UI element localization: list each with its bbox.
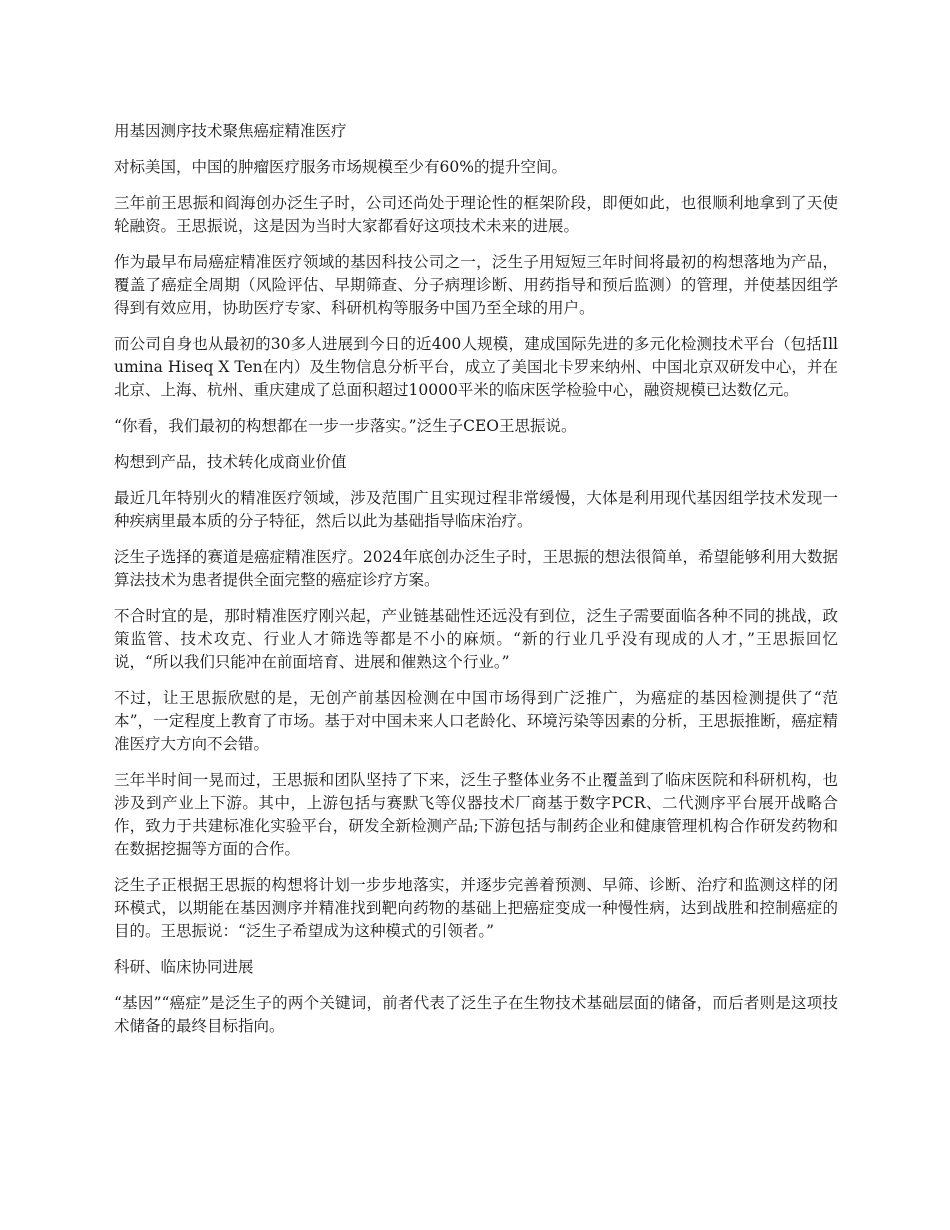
paragraph: 泛生子正根据王思振的构想将计划一步步地落实，并逐步完善着预测、早筛、诊断、治疗和监测这样的闭环模式，以期能在基因测序并精准找到靶向药物的基础上把癌症变成一种慢性病，达到战胜和控制癌症的目的。王思振说：“泛生子希望成为这种模式的引领者。” <box>114 876 838 940</box>
paragraph: 泛生子选择的赛道是癌症精准医疗。2024年底创办泛生子时，王思振的想法很简单，希望能够利用大数据算法技术为患者提供全面完整的癌症诊疗方案。 <box>114 548 838 589</box>
paragraph: 不过，让王思振欣慰的是，无创产前基因检测在中国市场得到广泛推广，为癌症的基因检测提供了“范本”，一定程度上教育了市场。基于对中国未来人口老龄化、环境污染等因素的分析，王思振推断，癌症精准医疗大方向不会错。 <box>114 689 838 753</box>
paragraph: 而公司自身也从最初的30多人进展到今日的近400人规模，建成国际先进的多元化检测技术平台（包括Illumina Hiseq X Ten在内）及生物信息分析平台，成立了美国北卡罗来纳州、中国北京双研发中心，并在北京、上海、杭州、重庆建成了总面积超过10000平米的临床医学检验中心，融资规模已达数亿元。 <box>114 335 838 399</box>
document-body <box>114 120 838 1051</box>
paragraph: 三年半时间一晃而过，王思振和团队坚持了下来，泛生子整体业务不止覆盖到了临床医院和科研机构，也涉及到产业上下游。其中，上游包括与赛默飞等仪器技术厂商基于数字PCR、二代测序平台展开战略合作，致力于共建标准化实验平台，研发全新检测产品;下游包括与制药企业和健康管理机构合作研发药物和在数据挖掘等方面的合作。 <box>114 771 838 858</box>
paragraph: 三年前王思振和阎海创办泛生子时，公司还尚处于理论性的框架阶段，即便如此，也很顺利地拿到了天使轮融资。王思振说，这是因为当时大家都看好这项技术未来的进展。 <box>114 194 838 235</box>
paragraph: 对标美国，中国的肿瘤医疗服务市场规模至少有60%的提升空间。 <box>114 158 567 176</box>
section-heading: 构想到产品，技术转化成商业价值 <box>114 453 347 471</box>
paragraph: 最近几年特别火的精准医疗领域，涉及范围广且实现过程非常缓慢，大体是利用现代基因组学技术发现一种疾病里最本质的分子特征，然后以此为基础指导临床治疗。 <box>114 489 838 530</box>
section-heading: 科研、临床协同进展 <box>114 958 254 976</box>
section-heading: 用基因测序技术聚焦癌症精准医疗 <box>114 122 347 140</box>
paragraph: “你看，我们最初的构想都在一步一步落实。”泛生子CEO王思振说。 <box>114 417 577 435</box>
paragraph: 作为最早布局癌症精准医疗领域的基因科技公司之一，泛生子用短短三年时间将最初的构想落地为产品，覆盖了癌症全周期（风险评估、早期筛查、分子病理诊断、用药指导和预后监测）的管理，并使基因组学得到有效应用，协助医疗专家、科研机构等服务中国乃至全球的用户。 <box>114 253 838 317</box>
paragraph: 不合时宜的是，那时精准医疗刚兴起，产业链基础性还远没有到位，泛生子需要面临各种不同的挑战，政策监管、技术攻克、行业人才筛选等都是不小的麻烦。“新的行业几乎没有现成的人才，”王思振回忆说，“所以我们只能冲在前面培育、进展和催熟这个行业。” <box>114 607 838 671</box>
paragraph: “基因”“癌症”是泛生子的两个关键词，前者代表了泛生子在生物技术基础层面的储备，而后者则是这项技术储备的最终目标指向。 <box>114 994 838 1035</box>
